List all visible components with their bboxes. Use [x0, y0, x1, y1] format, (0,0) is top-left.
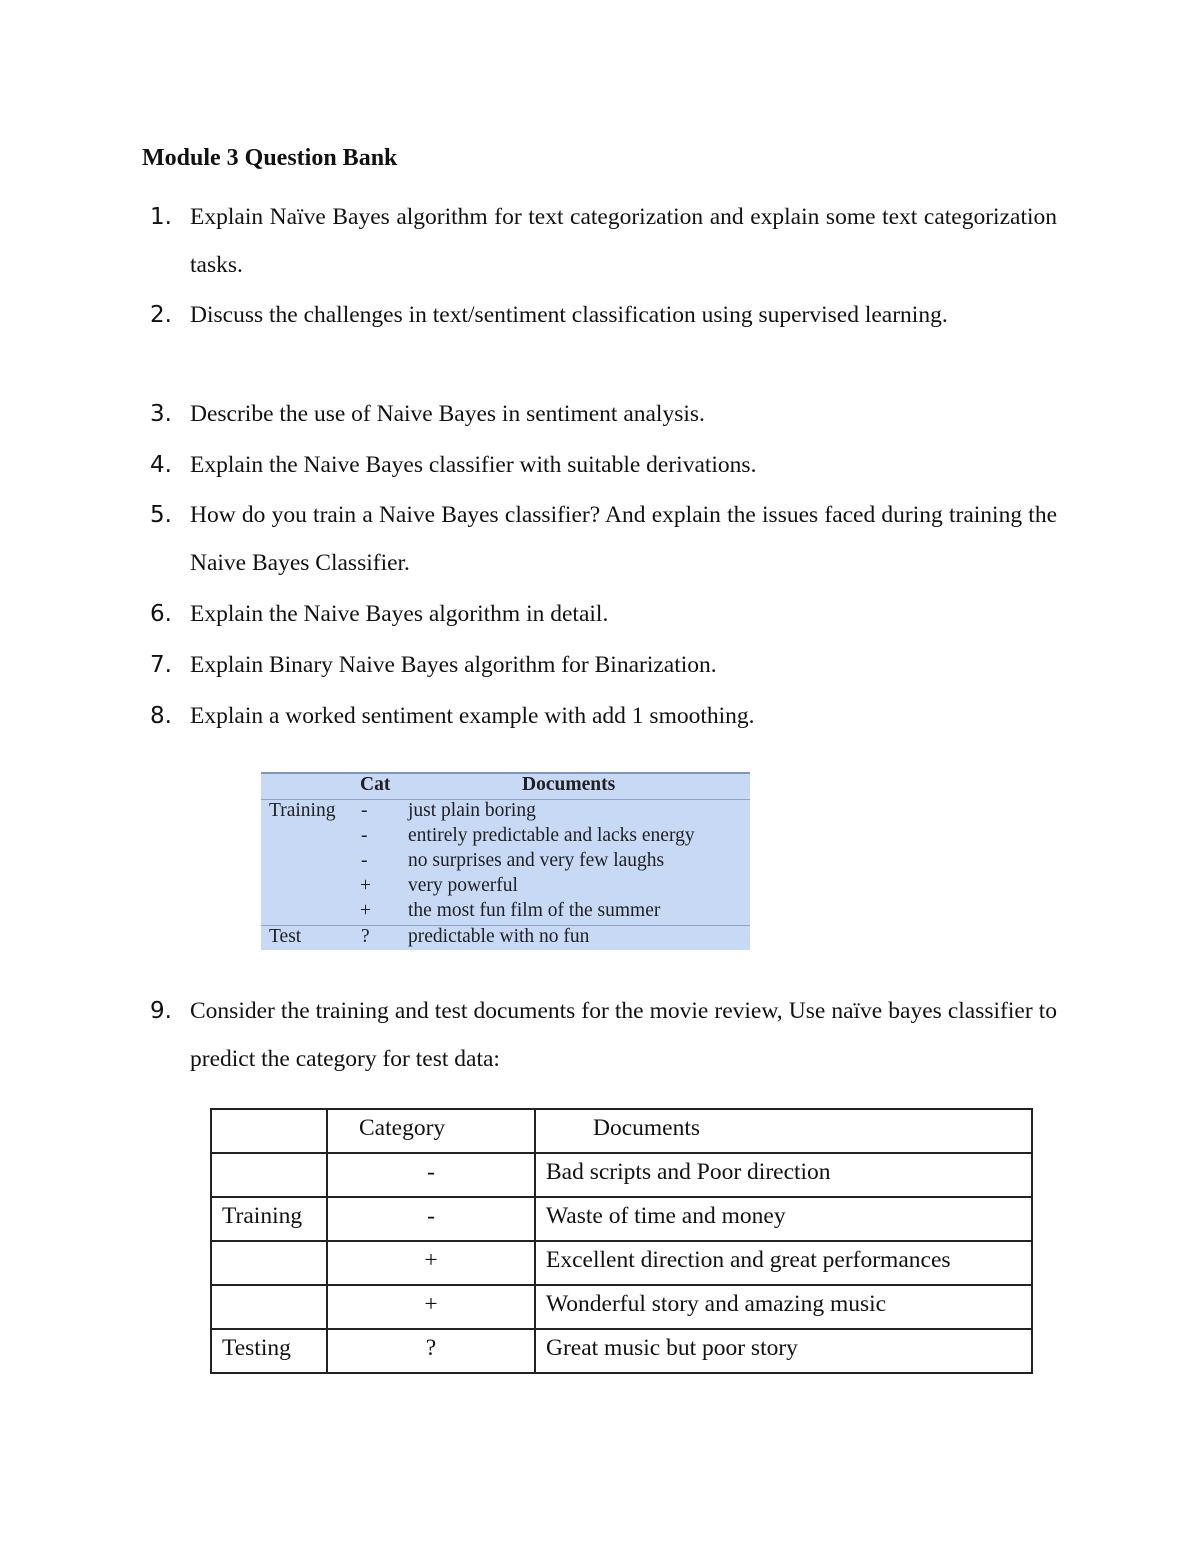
question-text: Consider the training and test documents for the movie review, Use naïve bayes classifier to predict the category for test data:: [190, 998, 1057, 1072]
question-number: 9.: [150, 998, 172, 1024]
category-cell: -: [327, 1153, 535, 1197]
set-cell: Test: [269, 926, 302, 947]
question-5: [150, 491, 1057, 587]
set-cell: [211, 1241, 327, 1285]
header-documents: Documents: [535, 1109, 1032, 1153]
question-9: [150, 987, 1057, 1083]
cat-cell: -: [361, 800, 368, 821]
question-number: 6.: [150, 601, 172, 627]
question-4: [150, 441, 1057, 489]
question-8: [150, 692, 1057, 740]
question-7: [150, 641, 1057, 689]
doc-cell: Excellent direction and great performances: [535, 1241, 1032, 1285]
cat-cell: -: [361, 850, 368, 871]
question-text: Explain a worked sentiment example with add 1 smoothing.: [190, 703, 755, 729]
cat-cell: ?: [361, 926, 370, 947]
question-text: Explain the Naive Bayes classifier with suitable derivations.: [190, 452, 757, 478]
table-row: [211, 1241, 1032, 1285]
doc-cell: entirely predictable and lacks energy: [408, 825, 695, 846]
question-2: [150, 291, 1057, 339]
cat-cell: +: [360, 900, 371, 921]
doc-cell: the most fun film of the summer: [408, 900, 661, 921]
question-number: 7.: [150, 652, 172, 678]
sentiment-example-table: [261, 772, 750, 950]
set-cell: Training: [269, 800, 336, 821]
question-text: Discuss the challenges in text/sentiment classification using supervised learning.: [190, 302, 948, 328]
set-cell: Testing: [211, 1329, 327, 1373]
table-row: [211, 1197, 1032, 1241]
doc-cell: predictable with no fun: [408, 926, 590, 947]
doc-cell: Wonderful story and amazing music: [535, 1285, 1032, 1329]
question-3: [150, 390, 1057, 438]
cat-cell: -: [361, 825, 368, 846]
question-text: Describe the use of Naive Bayes in sentiment analysis.: [190, 401, 705, 427]
question-number: 2.: [150, 302, 172, 328]
question-number: 8.: [150, 703, 172, 729]
question-1: [150, 193, 1057, 289]
set-cell: Training: [211, 1197, 327, 1241]
header-category: Category: [327, 1109, 535, 1153]
question-text: Explain the Naive Bayes algorithm in detail.: [190, 601, 609, 627]
table-row: [261, 926, 750, 951]
doc-cell: Waste of time and money: [535, 1197, 1032, 1241]
table-header: [261, 774, 750, 800]
cat-cell: +: [360, 875, 371, 896]
doc-cell: very powerful: [408, 875, 518, 896]
table-header-row: [211, 1109, 1032, 1153]
page-title: Module 3 Question Bank: [142, 145, 398, 171]
movie-review-table: [210, 1108, 1033, 1374]
category-cell: +: [327, 1285, 535, 1329]
table-row: [211, 1285, 1032, 1329]
doc-cell: no surprises and very few laughs: [408, 850, 665, 871]
doc-cell: just plain boring: [408, 800, 536, 821]
question-number: 3.: [150, 401, 172, 427]
table-row: [211, 1329, 1032, 1373]
table-row: [261, 825, 750, 850]
question-number: 5.: [150, 502, 172, 528]
question-6: [150, 590, 1057, 638]
question-text: How do you train a Naive Bayes classifier? And explain the issues faced during training the Naive Bayes Classifier.: [190, 502, 1057, 576]
table-row: [211, 1153, 1032, 1197]
header-set: [211, 1109, 327, 1153]
header-documents: Documents: [522, 774, 616, 795]
doc-cell: Great music but poor story: [535, 1329, 1032, 1373]
table-row: [261, 800, 750, 825]
doc-cell: Bad scripts and Poor direction: [535, 1153, 1032, 1197]
table-row: [261, 900, 750, 925]
header-cat: Cat: [360, 774, 391, 795]
question-text: Explain Binary Naive Bayes algorithm for Binarization.: [190, 652, 717, 678]
question-number: 1.: [150, 204, 172, 230]
table-row: [261, 875, 750, 900]
table-row: [261, 850, 750, 875]
category-cell: +: [327, 1241, 535, 1285]
question-number: 4.: [150, 452, 172, 478]
set-cell: [211, 1285, 327, 1329]
set-cell: [211, 1153, 327, 1197]
question-text: Explain Naïve Bayes algorithm for text categorization and explain some text categorization tasks.: [190, 204, 1057, 278]
category-cell: ?: [327, 1329, 535, 1373]
category-cell: -: [327, 1197, 535, 1241]
